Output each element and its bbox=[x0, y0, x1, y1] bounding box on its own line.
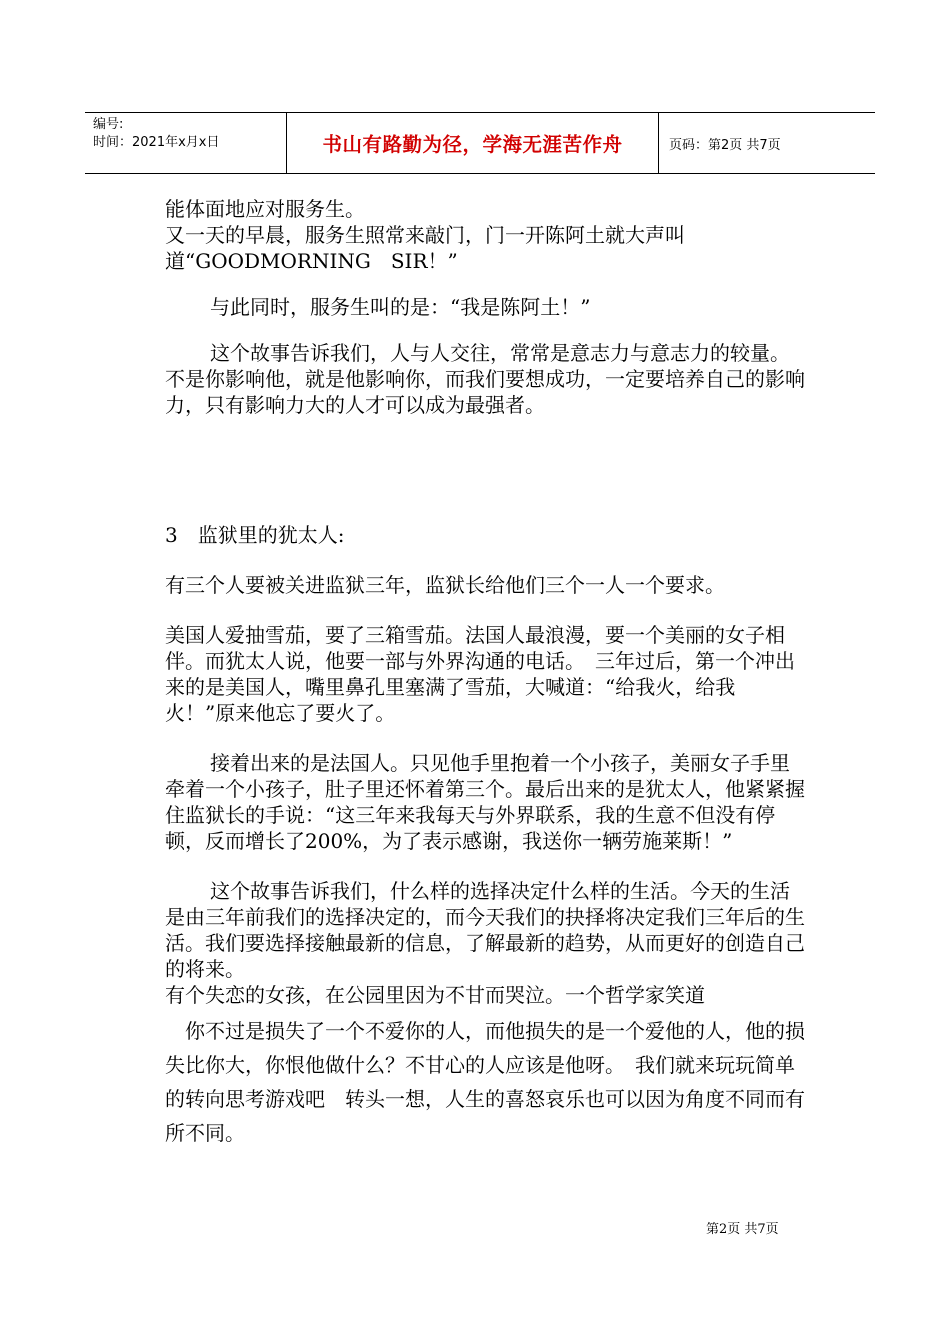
paragraph: 能体面地应对服务生。 bbox=[165, 197, 365, 221]
number-label: 编号: bbox=[93, 117, 124, 132]
paragraph: 美国人爱抽雪茄，要了三箱雪茄。法国人最浪漫，要一个美丽的女子相伴。而犹太人说，他要一部与外界沟通的电话。 三年过后，第一个冲出来的是美国人，嘴里鼻孔里塞满了雪茄，大喊道：“给我火，给我火！”原来他忘了要火了。 bbox=[165, 623, 795, 725]
paragraph: 有个失恋的女孩，在公园里因为不甘而哭泣。一个哲学家笑道 bbox=[165, 983, 705, 1007]
paragraph: 与此同时，服务生叫的是：“我是陈阿土！” bbox=[210, 295, 591, 319]
paragraph: 有三个人要被关进监狱三年，监狱长给他们三个一人一个要求。 bbox=[165, 573, 725, 597]
paragraph: 你不过是损失了一个不爱你的人，而他损失的是一个爱他的人，他的损失比你大，你恨他做什么？不甘心的人应该是他呀。 我们就来玩玩简单的转向思考游戏吧 转头一想，人生的喜怒哀乐也可以因为角度不同而有所不同。 bbox=[165, 1019, 805, 1145]
header-motto: 书山有路勤为径，学海无涯苦作舟 bbox=[322, 133, 623, 156]
section-title: 3 监狱里的犹太人: bbox=[165, 523, 345, 547]
footer-page-number: 第2页 共7页 bbox=[706, 1222, 779, 1237]
header-motto-cell bbox=[287, 113, 659, 173]
paragraph: 接着出来的是法国人。只见他手里抱着一个小孩子，美丽女子手里牵着一个小孩子，肚子里还怀着第三个。最后出来的是犹太人，他紧紧握住监狱长的手说：“这三年来我每天与外界联系，我的生意不但没有停顿，反而增长了200%，为了表示感谢，我送你一辆劳施莱斯！” bbox=[165, 751, 805, 853]
header-table bbox=[85, 112, 875, 174]
header-page-cell bbox=[659, 113, 875, 173]
document-body bbox=[165, 196, 805, 1150]
paragraph: 又一天的早晨，服务生照常来敲门，门一开陈阿土就大声叫道“GOODMORNING SIR！” bbox=[165, 223, 685, 273]
header-page-label: 页码：第2页 共7页 bbox=[669, 137, 781, 153]
time-label: 时间：2021年x月x日 bbox=[93, 135, 220, 150]
paragraph: 这个故事告诉我们，人与人交往，常常是意志力与意志力的较量。不是你影响他，就是他影响你，而我们要想成功，一定要培养自己的影响力，只有影响力大的人才可以成为最强者。 bbox=[165, 341, 805, 417]
paragraph: 这个故事告诉我们，什么样的选择决定什么样的生活。今天的生活是由三年前我们的选择决定的，而今天我们的抉择将决定我们三年后的生活。我们要选择接触最新的信息，了解最新的趋势，从而更好的创造自己的将来。 bbox=[165, 879, 805, 981]
header-meta bbox=[85, 113, 287, 173]
